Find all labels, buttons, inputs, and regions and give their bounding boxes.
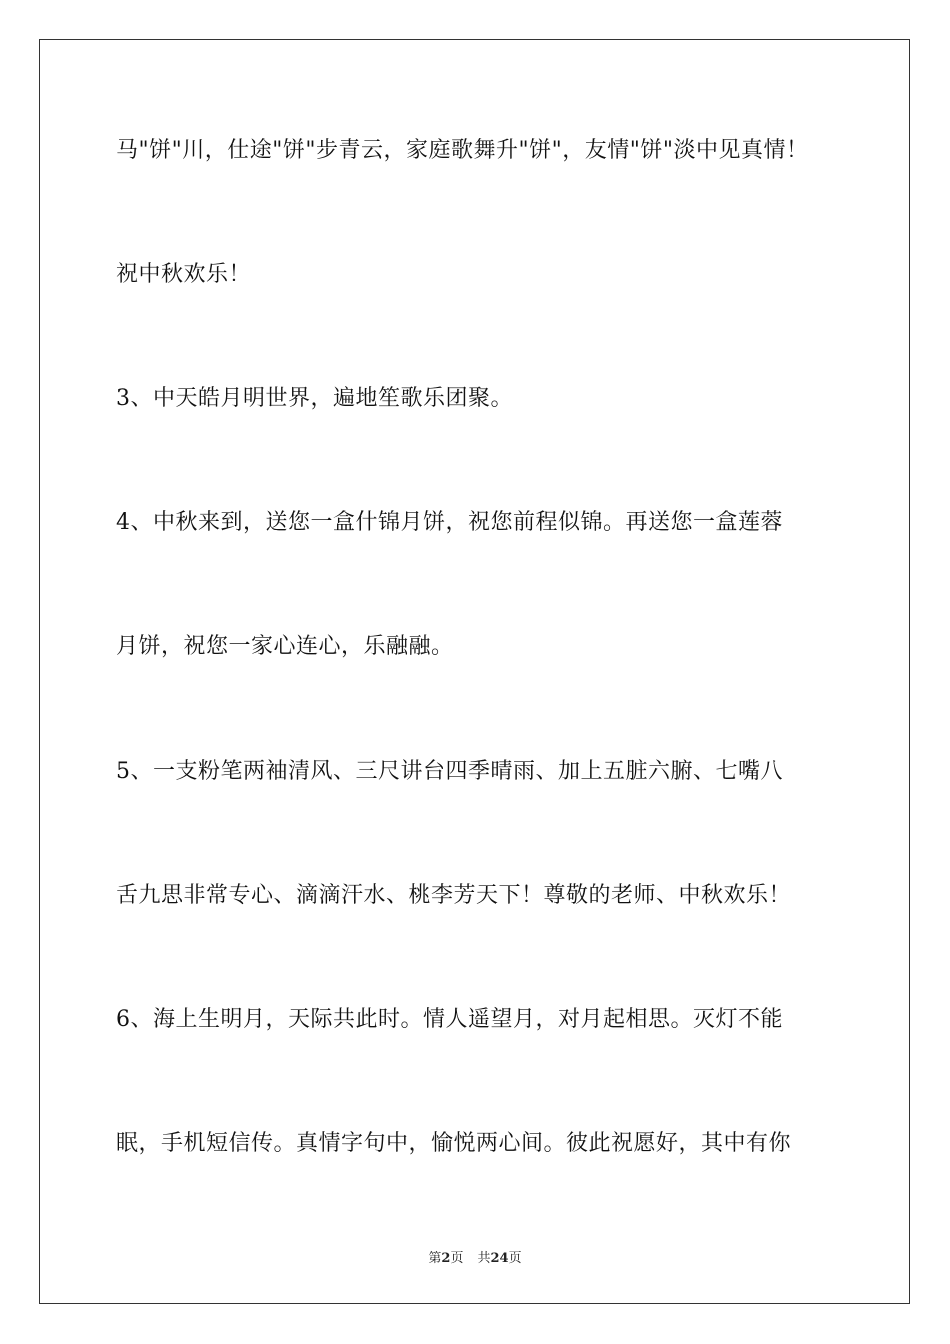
text-line-6: 5、一支粉笔两袖清风、三尺讲台四季晴雨、加上五脏六腑、七嘴八 [116,759,783,784]
text-line-2: 祝中秋欢乐！ [116,262,252,287]
footer-page-suffix: 页 [450,1251,464,1266]
text-line-1: 马"饼"川，仕途"饼"步青云，家庭歌舞升"饼"，友情"饼"淡中见真情！ [116,138,809,163]
text-line-3: 3、中天皓月明世界，遍地笙歌乐团聚。 [116,386,513,411]
text-line-5: 月饼，祝您一家心连心，乐融融。 [116,634,454,659]
footer-total-pages: 24 [490,1251,509,1266]
page-footer [0,1247,950,1266]
footer-total-suffix: 页 [508,1251,522,1266]
footer-total-prefix: 共 [477,1251,491,1266]
text-line-8: 6、海上生明月，天际共此时。情人遥望月，对月起相思。灭灯不能 [116,1007,783,1032]
text-line-9: 眠，手机短信传。真情字句中，愉悦两心间。彼此祝愿好，其中有你 [116,1131,792,1156]
footer-page-prefix: 第 [428,1251,442,1266]
footer-page-number: 2 [441,1251,451,1266]
text-line-7: 舌九思非常专心、滴滴汗水、桃李芳天下！尊敬的老师、中秋欢乐！ [116,883,792,908]
text-line-4: 4、中秋来到，送您一盒什锦月饼，祝您前程似锦。再送您一盒莲蓉 [116,510,783,535]
page-border [39,39,910,1304]
